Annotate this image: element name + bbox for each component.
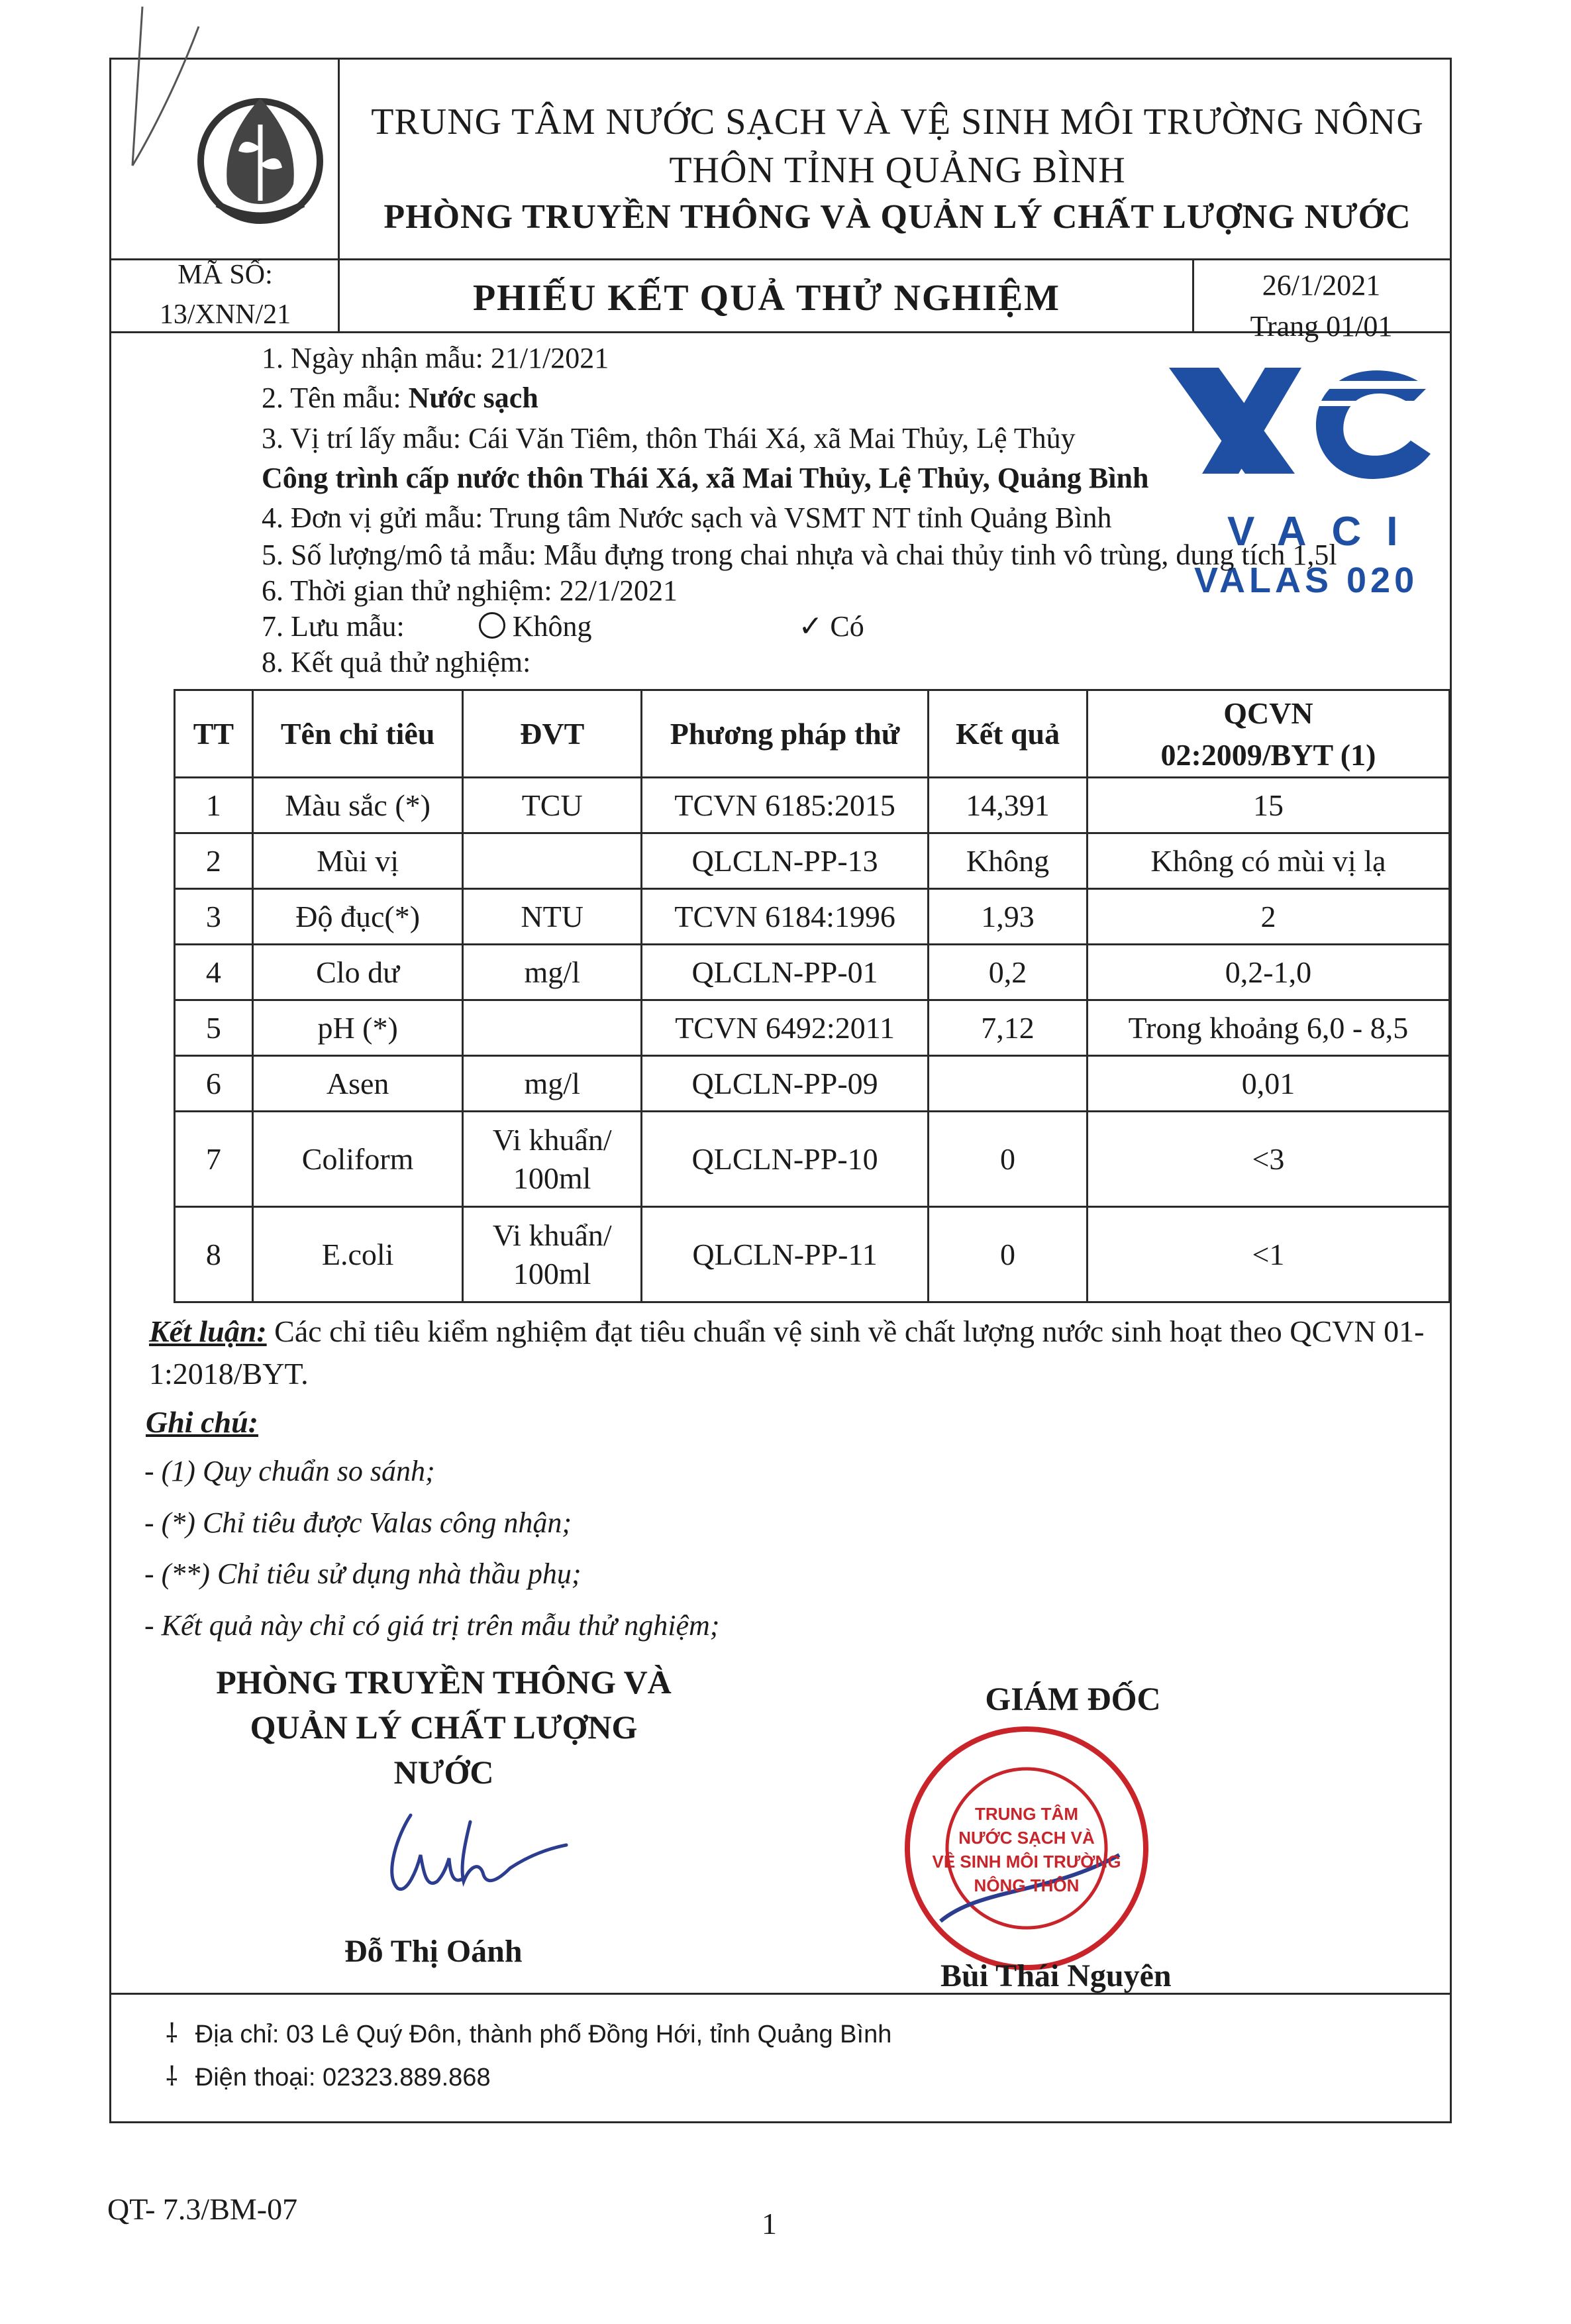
results-table [174,689,1450,1303]
info-sample-name-label: 2. Tên mẫu: [262,382,409,414]
cell-standard: 0,2-1,0 [1087,945,1449,1000]
info-sender-label: 4. Đơn vị gửi mẫu: [262,502,490,534]
cell-indicator: E.coli [252,1207,463,1302]
notes-title: Ghi chú: [146,1405,258,1439]
table-row [175,945,1450,1000]
cell-method: TCVN 6184:1996 [641,889,928,945]
cell-unit: NTU [463,889,642,945]
info-project [262,461,1148,495]
pin-icon: ⸸ [166,2019,178,2048]
cell-standard: Trong khoảng 6,0 - 8,5 [1087,1000,1449,1056]
info-receive-date [262,341,609,375]
info-location-value: Cái Văn Tiêm, thôn Thái Xá, xã Mai Thủy, Lệ Thủy [468,422,1076,454]
table-row [175,833,1450,889]
cell-result: Không [929,833,1088,889]
left-signer-name: Đỗ Thị Oánh [344,1934,523,1969]
table-header-row [175,690,1450,778]
cell-result [929,1056,1088,1112]
header-result: Kết quả [929,690,1088,778]
header-standard-line1: QCVN [1223,696,1313,730]
cell-unit [463,1000,642,1056]
info-description-label: 5. Số lượng/mô tả mẫu: [262,539,544,571]
retention-yes-label: Có [830,610,864,643]
info-sample-name-value: Nước sạch [408,382,538,414]
cell-method: TCVN 6492:2011 [641,1000,928,1056]
conclusion-label: Kết luận: [149,1314,267,1348]
info-receive-date-value: 21/1/2021 [490,342,609,374]
stamp-line: NÔNG THÔN [974,1875,1080,1895]
cell-result: 0 [929,1207,1088,1302]
page-indicator: Trang 01/01 [1250,310,1393,343]
cell-standard: <3 [1087,1112,1449,1207]
table-row [175,1000,1450,1056]
accreditation-logo [1156,361,1441,613]
form-number-label: MÃ SỐ: [177,260,273,290]
stamp-line: NƯỚC SẠCH VÀ [958,1828,1095,1848]
info-results-heading: 8. Kết quả thử nghiệm: [262,646,531,678]
table-row [175,1112,1450,1207]
left-title-line2: QUẢN LÝ CHẤT LƯỢNG NƯỚC [250,1709,638,1791]
info-test-date-label: 6. Thời gian thử nghiệm: [262,574,560,607]
cell-tt: 6 [175,1056,253,1112]
cell-indicator: Mùi vị [252,833,463,889]
logo-divider [338,58,340,331]
conclusion [149,1310,1447,1395]
cell-method: QLCLN-PP-10 [641,1112,928,1207]
left-handwritten-signature [371,1802,570,1908]
header-indicator: Tên chỉ tiêu [252,690,463,778]
form-number [113,255,338,335]
cell-method: QLCLN-PP-11 [641,1207,928,1302]
retention-yes-check-icon: ✓ [798,610,823,643]
info-description-value: Mẫu đựng trong chai nhựa và chai thủy tinh vô trùng, dung tích 1,5l [544,539,1337,571]
cell-standard: 0,01 [1087,1056,1449,1112]
header-tt: TT [175,690,253,778]
right-signer-name: Bùi Thái Nguyên [940,1958,1172,1993]
stamp-line: TRUNG TÂM [975,1804,1078,1824]
pin-icon: ⸸ [166,2062,178,2091]
form-code: QT- 7.3/BM-07 [107,2192,298,2226]
table-row [175,1207,1450,1302]
cell-result: 1,93 [929,889,1088,945]
organization-name-line1: TRUNG TÂM NƯỚC SẠCH VÀ VỆ SINH MÔI TRƯỜNG NÔNG [371,101,1424,142]
conclusion-text: Các chỉ tiêu kiểm nghiệm đạt tiêu chuẩn vệ sinh về chất lượng nước sinh hoạt theo QCVN 01-1:2018/BYT. [149,1314,1425,1391]
vaci-text: VACI [1227,509,1423,555]
info-sender-value: Trung tâm Nước sạch và VSMT NT tỉnh Quảng Bình [489,502,1112,534]
retention-label: 7. Lưu mẫu: [262,610,405,643]
cell-indicator: Coliform [252,1112,463,1207]
footer-phone-text: Điện thoại: 02323.889.868 [195,2064,491,2091]
info-location-label: 3. Vị trí lấy mẫu: [262,422,469,454]
info-sampling-location [262,421,1076,455]
cell-indicator: Màu sắc (*) [252,778,463,833]
cell-unit: mg/l [463,945,642,1000]
note-item: - (1) Quy chuẩn so sánh; [144,1455,435,1487]
table-row [175,889,1450,945]
header-standard [1087,690,1449,778]
info-receive-date-label: 1. Ngày nhận mẫu: [262,342,491,374]
official-stamp [901,1722,1152,1974]
cell-indicator: Clo dư [252,945,463,1000]
cell-standard: 2 [1087,889,1449,945]
info-sample-description [262,538,1337,572]
cell-tt: 4 [175,945,253,1000]
department-name: PHÒNG TRUYỀN THÔNG VÀ QUẢN LÝ CHẤT LƯỢNG NƯỚC [383,198,1411,236]
organization-name-line2: THÔN TỈNH QUẢNG BÌNH [669,150,1126,191]
info-test-date-value: 22/1/2021 [559,574,678,607]
note-item: - Kết quả này chỉ có giá trị trên mẫu thử nghiệm; [144,1609,720,1642]
cell-indicator: Asen [252,1056,463,1112]
cell-method: QLCLN-PP-01 [641,945,928,1000]
cell-standard: <1 [1087,1207,1449,1302]
footer-divider [109,1993,1452,1995]
cell-tt: 8 [175,1207,253,1302]
cell-unit: TCU [463,778,642,833]
cell-result: 0 [929,1112,1088,1207]
cell-method: TCVN 6185:2015 [641,778,928,833]
cell-method: QLCLN-PP-09 [641,1056,928,1112]
page-number: 1 [762,2207,777,2241]
cell-unit: Vi khuẩn/ 100ml [463,1207,642,1302]
header-method: Phương pháp thử [641,690,928,778]
info-sender [262,501,1111,535]
header-standard-line2: 02:2009/BYT (1) [1160,737,1376,772]
left-title-line1: PHÒNG TRUYỀN THÔNG VÀ [216,1664,672,1701]
info-retention [262,609,864,643]
cell-unit [463,833,642,889]
cell-tt: 7 [175,1112,253,1207]
cell-result: 0,2 [929,945,1088,1000]
footer-address-text: Địa chỉ: 03 Lê Quý Đôn, thành phố Đồng Hới, tỉnh Quảng Bình [195,2021,892,2048]
cell-indicator: pH (*) [252,1000,463,1056]
cell-tt: 1 [175,778,253,833]
cell-tt: 3 [175,889,253,945]
cell-indicator: Độ đục(*) [252,889,463,945]
note-item: - (**) Chỉ tiêu sử dụng nhà thầu phụ; [144,1558,582,1590]
info-project-value: Công trình cấp nước thôn Thái Xá, xã Mai Thủy, Lệ Thủy, Quảng Bình [262,462,1149,494]
stamp-line: VỆ SINH MÔI TRƯỜNG [932,1852,1121,1872]
form-number-value: 13/XNN/21 [159,299,291,330]
date-page-box [1192,265,1450,347]
organization-logo [197,85,323,237]
cell-unit: mg/l [463,1056,642,1112]
retention-no-circle-icon [479,612,505,639]
table-row [175,778,1450,833]
stamp-center-text [901,1802,1152,1897]
cell-method: QLCLN-PP-13 [641,833,928,889]
footer-phone [166,2057,491,2093]
table-row [175,1056,1450,1112]
retention-no-label: Không [512,610,592,643]
cell-tt: 5 [175,1000,253,1056]
note-item: - (*) Chỉ tiêu được Valas công nhận; [144,1506,572,1539]
info-test-date [262,574,678,607]
cell-result: 14,391 [929,778,1088,833]
footer-address [166,2014,891,2050]
cell-unit: Vi khuẩn/ 100ml [463,1112,642,1207]
document-title: PHIẾU KẾT QUẢ THỬ NGHIỆM [472,278,1061,319]
right-signature-title: GIÁM ĐỐC [985,1680,1161,1717]
cell-standard: Không có mùi vị lạ [1087,833,1449,889]
issue-date: 26/1/2021 [1262,269,1381,301]
vaci-mark-icon [1156,361,1441,513]
header-unit: ĐVT [463,690,642,778]
left-signature-title [199,1660,689,1795]
cell-standard: 15 [1087,778,1449,833]
cell-tt: 2 [175,833,253,889]
info-sample-name [262,381,538,415]
valas-code: VALAS 020 [1194,560,1419,600]
cell-result: 7,12 [929,1000,1088,1056]
